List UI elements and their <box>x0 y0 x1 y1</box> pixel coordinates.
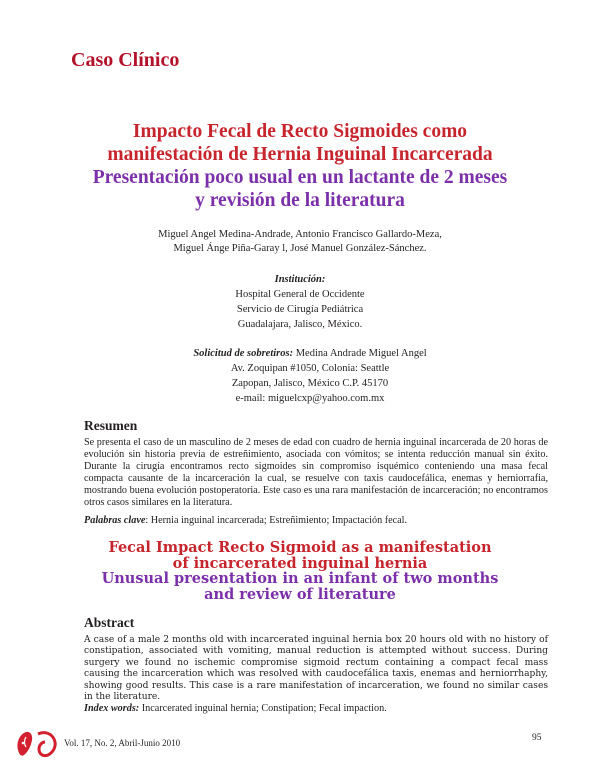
abstract-text: A case of a male 2 months old with incarcerated inguinal hernia box 20 hours old with no history of constipation, associated with vomiting, manual reduction is attempted without success. During surgery we found no ischemic compromise sigmoid rectum containing a compact fecal mass causing the incarceration which was resolved with caudocefálica taxis, enemas and herniorrhaphy, showing good results. This case is a rare manifestation of incarceration, we found no similar cases in the literature. <box>84 635 548 703</box>
institution-line-1: Hospital General de Occidente <box>235 289 365 300</box>
index-words-label: Index words: <box>84 703 140 714</box>
institution <box>180 272 420 332</box>
contact-name-line <box>120 346 500 361</box>
resumen-heading: Resumen <box>84 418 138 433</box>
journal-logo-icon <box>14 728 59 758</box>
page-number: 95 <box>532 733 542 743</box>
footer-volume: Vol. 17, No. 2, Abril-Junio 2010 <box>64 738 181 748</box>
contact-city: Zapopan, Jalisco, México C.P. 45170 <box>231 378 389 389</box>
spanish-title-line-4: y revisión de la literatura <box>195 190 405 211</box>
palabras-clave <box>84 515 548 526</box>
index-words <box>84 703 548 714</box>
contact-label: Solicitud de sobretiros: <box>193 348 294 359</box>
authors-line-2: Miguel Ánge Piña-Garay l, José Manuel González-Sánchez. <box>173 243 427 254</box>
index-words-text: Incarcerated inguinal hernia; Constipation; Fecal impaction. <box>139 703 387 714</box>
abstract-heading: Abstract <box>84 615 135 630</box>
palabras-clave-text: : Hernia inguinal incarcerada; Estreñimiento; Impactación fecal. <box>145 515 408 526</box>
authors-line-1: Miguel Angel Medina-Andrade, Antonio Francisco Gallardo-Meza, <box>158 229 442 240</box>
institution-line-2: Servicio de Cirugía Pediátrica <box>236 304 364 315</box>
contact-email[interactable]: e-mail: miguelcxp@yahoo.com.mx <box>235 393 385 404</box>
spanish-title-line-1: Impacto Fecal de Recto Sigmoides como <box>132 121 468 142</box>
spanish-title-line-3: Presentación poco usual en un lactante de 2 meses <box>92 167 508 188</box>
resumen-text: Se presenta el caso de un masculino de 2 meses de edad con cuadro de hernia inguinal incarcerada de 20 horas de evolución sin historia previa de estreñimiento, asociada con vómitos; se intenta reducción manual sin éxito. Durante la cirugía encontramos recto sigmoides sin compromiso isquémico conteniendo una masa fecal compacta causante de la incarceración la cual, se resuelve con taxis caudocefálica, enemas y herniorrafia, mostrando buena evolución postoperatoria. Este caso es una rara manifestación de incarceración; no encontramos otros casos similares en la literatura. <box>84 437 548 508</box>
reprint-contact <box>120 346 500 406</box>
spanish-title <box>60 120 540 212</box>
english-title-line-1: Fecal Impact Recto Sigmoid as a manifestation <box>108 539 492 556</box>
english-title-line-3: Unusual presentation in an infant of two months <box>101 570 499 587</box>
institution-line-3: Guadalajara, Jalisco, México. <box>237 319 363 330</box>
english-title-line-4: and review of literature <box>204 585 396 603</box>
section-label: Caso Clínico <box>71 49 180 71</box>
english-title <box>60 540 540 602</box>
palabras-clave-label: Palabras clave <box>84 515 146 526</box>
institution-label: Institución: <box>274 274 326 285</box>
spanish-title-line-2: manifestación de Hernia Inguinal Incarcerada <box>107 144 493 165</box>
english-title-line-2: of incarcerated inguinal hernia <box>172 554 428 572</box>
authors <box>90 228 510 256</box>
contact-name: Medina Andrade Miguel Angel <box>293 348 427 359</box>
contact-address: Av. Zoquipan #1050, Colonia: Seattle <box>230 363 390 374</box>
